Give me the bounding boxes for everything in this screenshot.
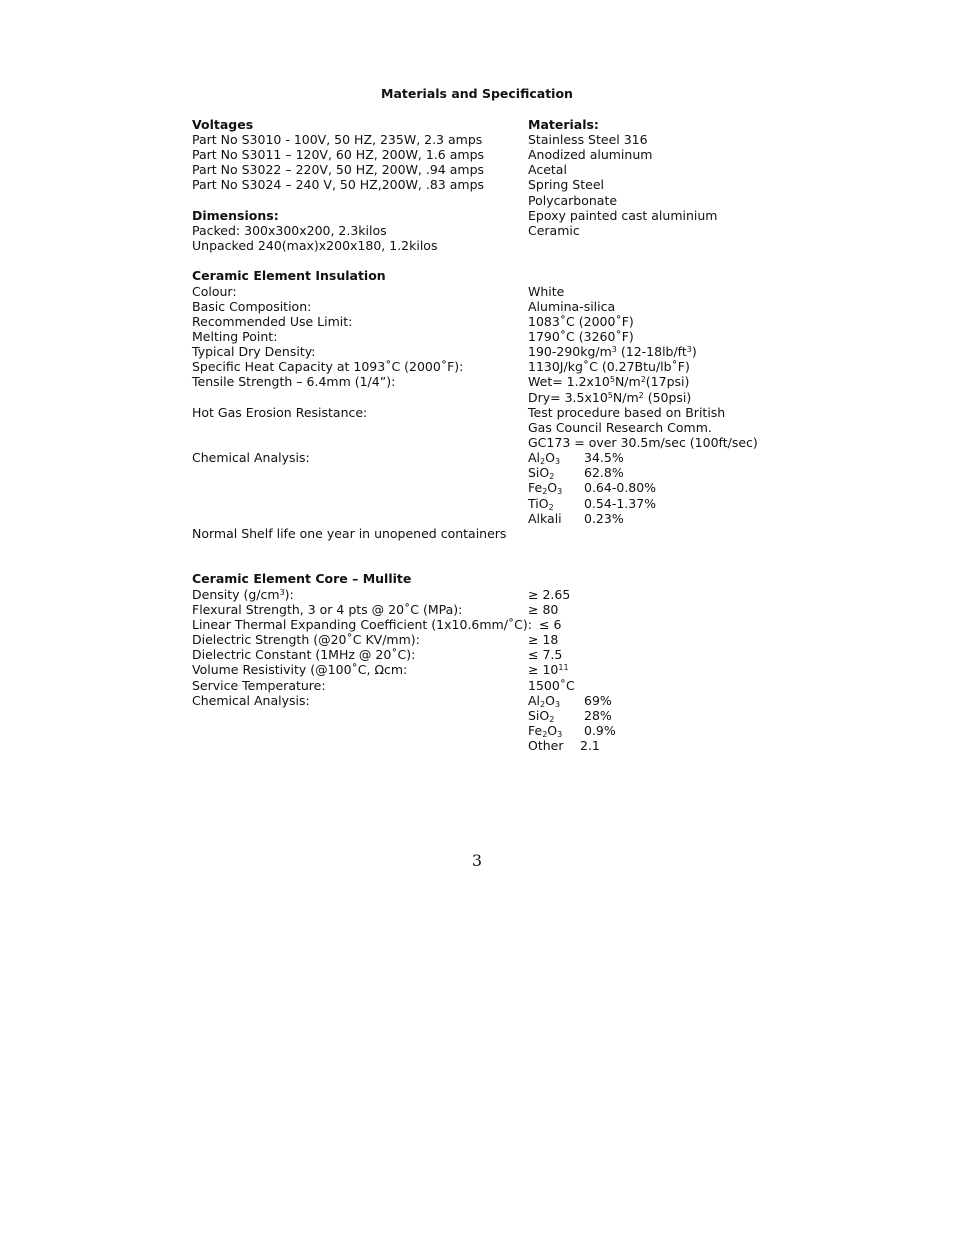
- use-limit-label: Recommended Use Limit:: [192, 314, 353, 329]
- flexural-strength-label: Flexural Strength, 3 or 4 pts @ 20˚C (MPa):: [192, 602, 463, 617]
- material-item: Spring Steel: [528, 177, 605, 192]
- material-item: Anodized aluminum: [528, 147, 653, 162]
- melting-point-label: Melting Point:: [192, 329, 278, 344]
- core-chem-label: Chemical Analysis:: [192, 693, 310, 708]
- insulation-heading: Ceramic Element Insulation: [192, 268, 386, 283]
- page-title: Materials and Specification: [381, 86, 573, 101]
- materials-heading: Materials:: [528, 117, 599, 132]
- composition-value: Alumina-silica: [528, 299, 616, 314]
- erosion-line: Gas Council Research Comm.: [528, 420, 712, 435]
- chem-row: TiO$_2$ 0.54-1.37%: [528, 496, 657, 512]
- volume-resistivity-value: ≥ $10^{11}$: [528, 662, 569, 677]
- core-heading: Ceramic Element Core – Mullite: [192, 571, 412, 586]
- chem-row: $Al_2O_3$ 69%: [528, 693, 612, 709]
- colour-label: Colour:: [192, 284, 237, 299]
- insulation-chem-label: Chemical Analysis:: [192, 450, 310, 465]
- dimension-item: Packed: 300x300x200, 2.3kilos: [192, 223, 387, 238]
- voltage-item: Part No S3010 - 100V, 50 HZ, 235W, 2.3 amps: [192, 132, 483, 147]
- flexural-strength-value: ≥ 80: [528, 602, 559, 617]
- chem-row: SiO$_2$ 62.8%: [528, 465, 624, 481]
- chem-row: $Fe_2O_3$ 0.64-0.80%: [528, 480, 657, 496]
- dielectric-strength-label: Dielectric Strength (@20˚C KV/mm):: [192, 632, 420, 647]
- tensile-strength-label: Tensile Strength – 6.4mm (1/4”):: [192, 374, 396, 389]
- material-item: Ceramic: [528, 223, 580, 238]
- voltages-heading: Voltages: [192, 117, 254, 132]
- material-item: Polycarbonate: [528, 193, 618, 208]
- chem-row: Other 2.1: [528, 738, 600, 753]
- voltage-item: Part No S3024 – 240 V, 50 HZ,200W, .83 amps: [192, 177, 485, 192]
- chem-row: $Al_2O_3$ 34.5%: [528, 450, 624, 466]
- colour-value: White: [528, 284, 565, 299]
- voltage-item: Part No S3022 – 220V, 50 HZ, 200W, .94 amps: [192, 162, 485, 177]
- heat-capacity-value: 1130J/kg˚C (0.27Btu/lb˚F): [528, 359, 690, 374]
- tensile-wet-value: $Wet= 1.2x10^5N/m^2(17psi)$: [528, 374, 690, 389]
- heat-capacity-label: Specific Heat Capacity at 1093˚C (2000˚F):: [192, 359, 464, 374]
- service-temperature-label: Service Temperature:: [192, 678, 326, 693]
- core-density-label: Density $(g/cm^3)$:: [192, 587, 294, 602]
- material-item: Acetal: [528, 162, 567, 177]
- erosion-label: Hot Gas Erosion Resistance:: [192, 405, 368, 420]
- chem-row: Alkali 0.23%: [528, 511, 624, 526]
- linear-expansion-value: ≤ 6: [539, 617, 562, 632]
- dielectric-constant-label: Dielectric Constant (1MHz @ 20˚C):: [192, 647, 416, 662]
- melting-point-value: 1790˚C (3260˚F): [528, 329, 634, 344]
- dry-density-value: $190-290kg/m^3$ $(12-18lb/ft^3)$: [528, 344, 697, 359]
- material-item: Stainless Steel 316: [528, 132, 648, 147]
- dry-density-label: Typical Dry Density:: [192, 344, 316, 359]
- composition-label: Basic Composition:: [192, 299, 312, 314]
- voltage-item: Part No S3011 – 120V, 60 HZ, 200W, 1.6 amps: [192, 147, 485, 162]
- volume-resistivity-label: Volume Resistivity (@100˚C, Ωcm:: [192, 662, 408, 677]
- tensile-dry-value: $Dry= 3.5x10^5N/m^2$ (50psi): [528, 390, 692, 405]
- core-density-value: ≥ 2.65: [528, 587, 571, 602]
- chem-row: SiO$_2$ 28%: [528, 708, 612, 724]
- page-number: 3: [471, 851, 483, 870]
- chem-row: $Fe_2O_3$ 0.9%: [528, 723, 616, 739]
- dielectric-constant-value: ≤ 7.5: [528, 647, 563, 662]
- dimension-item: Unpacked 240(max)x200x180, 1.2kilos: [192, 238, 438, 253]
- service-temperature-value: 1500˚C: [528, 678, 575, 693]
- dielectric-strength-value: ≥ 18: [528, 632, 559, 647]
- linear-expansion-label: Linear Thermal Expanding Coefficient (1x10.6mm/˚C):: [192, 617, 532, 632]
- dimensions-heading: Dimensions:: [192, 208, 279, 223]
- use-limit-value: 1083˚C (2000˚F): [528, 314, 634, 329]
- material-item: Epoxy painted cast aluminium: [528, 208, 718, 223]
- shelf-life-note: Normal Shelf life one year in unopened containers: [192, 526, 507, 541]
- erosion-line: Test procedure based on British: [528, 405, 726, 420]
- erosion-line: GC173 = over 30.5m/sec (100ft/sec): [528, 435, 758, 450]
